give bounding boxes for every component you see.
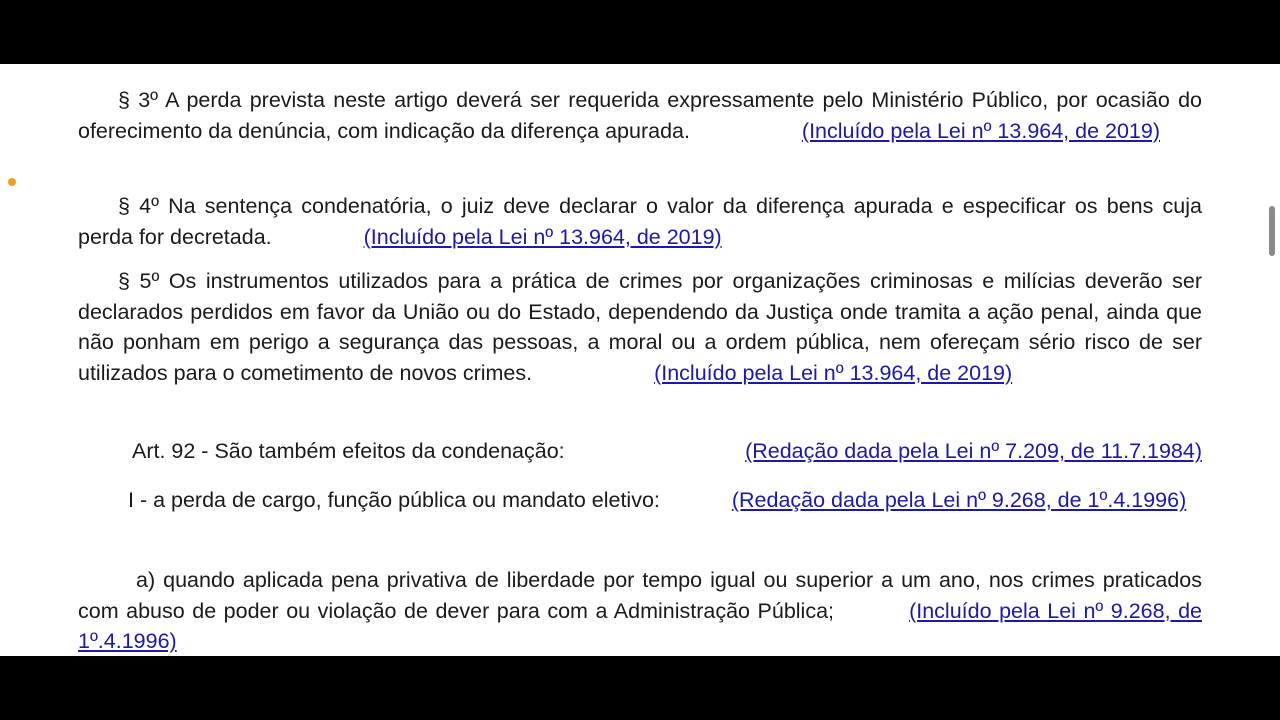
article-92 [78, 436, 1202, 467]
inciso-1-text: I - a perda de cargo, função pública ou mandato eletivo: [128, 488, 660, 512]
paragraph-4 [78, 191, 1202, 252]
paragraph-3 [78, 85, 1202, 146]
marker-dot [8, 178, 16, 186]
scrollbar-thumb[interactable] [1269, 206, 1275, 256]
inciso-1-reference-link[interactable]: (Redação dada pela Lei nº 9.268, de 1º.4.1996) [731, 488, 1187, 512]
paragraph-4-reference-link[interactable]: (Incluído pela Lei nº 13.964, de 2019) [363, 224, 722, 249]
paragraph-5-reference-link[interactable]: (Incluído pela Lei nº 13.964, de 2019) [654, 360, 1013, 385]
alinea-a-text: a) quando aplicada pena privativa de liberdade por tempo igual ou superior a um ano, nos crimes praticados com abuso de poder ou violação de dever para com a Administração Pública; [78, 568, 1202, 623]
letterbox-bottom [0, 656, 1280, 720]
paragraph-5 [78, 266, 1202, 388]
letterbox-top [0, 0, 1280, 64]
article-92-reference-link[interactable]: (Redação dada pela Lei nº 7.209, de 11.7.1984) [745, 439, 1202, 463]
paragraph-3-text: § 3º A perda prevista neste artigo deverá ser requerida expressamente pelo Ministério Público, por ocasião do oferecimento da denúncia, com indicação da diferença apurada. [78, 88, 1202, 143]
inciso-1 [78, 485, 1202, 516]
alinea-a-reference-link[interactable]: (Incluído pela Lei nº 9.268, de 1º.4.1996) [78, 598, 1202, 653]
paragraph-5-text: § 5º Os instrumentos utilizados para a prática de crimes por organizações criminosas e milícias deverão ser declarados perdidos em favor da União ou do Estado, dependendo da Justiça onde tramita a ação penal, ainda que não ponham em perigo a segurança das pessoas, a moral ou a ordem pública, nem ofereçam sério risco de ser utilizados para o cometimento de novos crimes. [78, 269, 1202, 385]
article-92-heading: Art. 92 - São também efeitos da condenação: [132, 439, 565, 463]
paragraph-4-text: § 4º Na sentença condenatória, o juiz deve declarar o valor da diferença apurada e especificar os bens cuja perda for decretada. [78, 194, 1202, 249]
document-page [0, 64, 1280, 656]
alinea-a [78, 565, 1202, 656]
paragraph-3-reference-link[interactable]: (Incluído pela Lei nº 13.964, de 2019) [801, 118, 1161, 143]
